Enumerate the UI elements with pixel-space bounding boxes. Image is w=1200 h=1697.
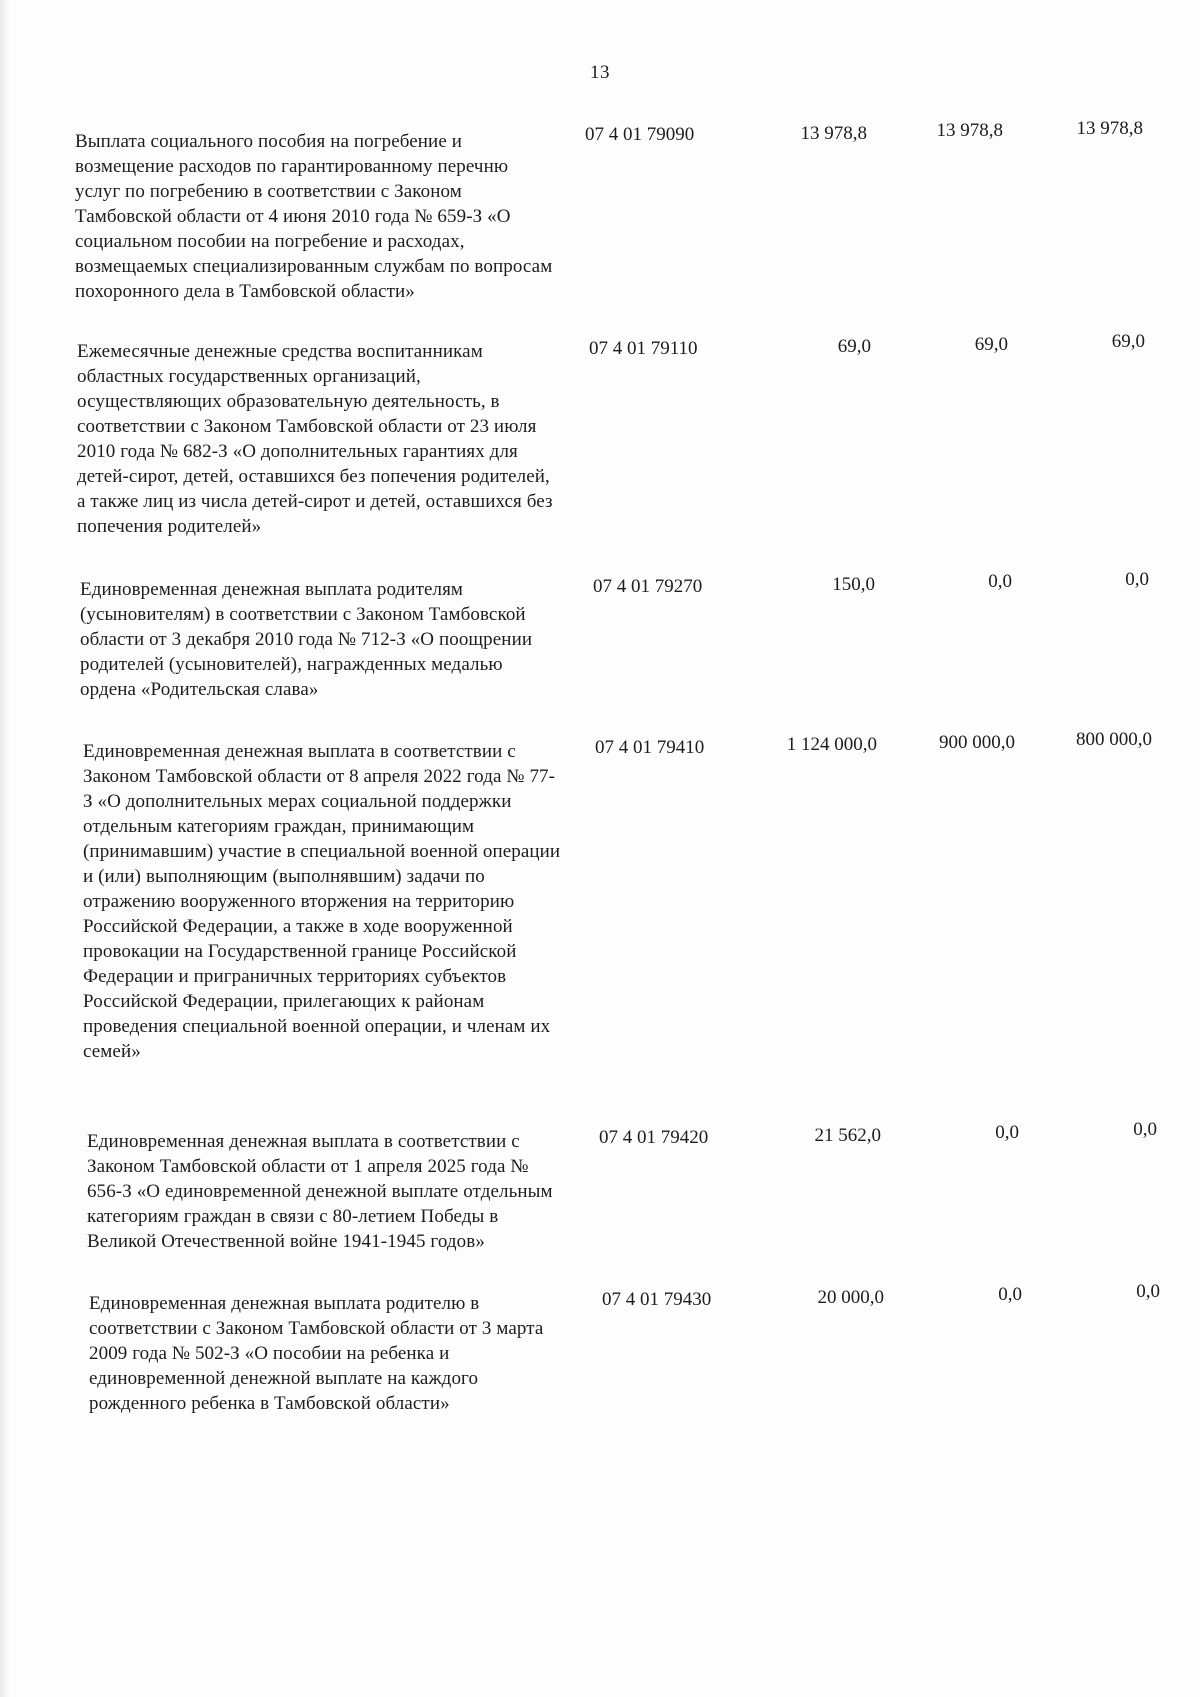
row-description: Ежемесячные денежные средства воспитанникам областных государственных организаций, осуществляющих образовательную деятельность, в соответствии с Законом Тамбовской области от 23 июля 2010 года № 682-З «О дополнительных гарантиях для детей-сирот, детей, оставшихся без попечения родителей, а также лиц из числа детей-сирот и детей, оставшихся без попечения родителей» (77, 341, 553, 537)
row-code: 07 4 01 79410 (595, 737, 705, 758)
row-value-1: 150,0 (832, 574, 875, 595)
row-code: 07 4 01 79430 (602, 1289, 712, 1310)
row-description: Единовременная денежная выплата в соответствии с Законом Тамбовской области от 8 апреля 2022 года № 77-З «О дополнительных мерах социальной поддержки отдельным категориям граждан, принимающим (принимавшим) участие в специальной военной операции и (или) выполняющим (выполнявшим) задачи по отражению вооруженного вторжения на территорию Российской Федерации, а также в ходе вооруженной провокации на Государственной границе Российской Федерации и приграничных территориях субъектов Российской Федерации, прилегающих к районам проведения специальной военной операции, и членам их семей» (83, 741, 561, 1062)
row-value-2: 0,0 (995, 1122, 1019, 1143)
row-value-3: 0,0 (1136, 1281, 1160, 1302)
row-code: 07 4 01 79110 (589, 338, 698, 359)
row-value-3: 0,0 (1133, 1119, 1157, 1140)
row-value-3: 13 978,8 (1076, 118, 1143, 139)
scan-edge-shadow (0, 0, 10, 1697)
row-value-1: 20 000,0 (817, 1287, 884, 1308)
row-code: 07 4 01 79270 (593, 576, 703, 597)
page-number: 13 (590, 62, 610, 83)
row-value-1: 1 124 000,0 (786, 734, 877, 755)
row-value-3: 0,0 (1125, 569, 1149, 590)
row-value-2: 900 000,0 (939, 732, 1015, 753)
row-description: Единовременная денежная выплата родителям (усыновителям) в соответствии с Законом Тамбовской области от 3 декабря 2010 года № 712-З «О поощрении родителей (усыновителей), награжденных медалью ордена «Родительская слава» (80, 579, 533, 700)
row-code: 07 4 01 79420 (599, 1127, 709, 1148)
row-description: Единовременная денежная выплата в соответствии с Законом Тамбовской области от 1 апреля 2025 года № 656-З «О единовременной денежной выплате отдельным категориям граждан в связи с 80-летием Победы в Великой Отечественной войне 1941-1945 годов» (87, 1131, 553, 1252)
row-value-2: 0,0 (998, 1284, 1022, 1305)
row-value-1: 13 978,8 (800, 123, 867, 144)
row-code: 07 4 01 79090 (585, 124, 695, 145)
row-description: Единовременная денежная выплата родителю в соответствии с Законом Тамбовской области от 3 марта 2009 года № 502-З «О пособии на ребенка и единовременной денежной выплате на каждого рожденного ребенка в Тамбовской области» (89, 1293, 544, 1414)
row-value-1: 21 562,0 (814, 1125, 881, 1146)
row-value-2: 69,0 (974, 334, 1008, 355)
row-description: Выплата социального пособия на погребение и возмещение расходов по гарантированному перечню услуг по погребению в соответствии с Законом Тамбовской области от 4 июня 2010 года № 659-З «О социальном пособии на погребение и расходах, возмещаемых специализированным службам по вопросам похоронного дела в Тамбовской области» (75, 131, 553, 302)
row-value-1: 69,0 (837, 336, 871, 357)
row-value-2: 13 978,8 (936, 120, 1003, 141)
row-value-3: 800 000,0 (1076, 729, 1152, 750)
row-value-2: 0,0 (988, 571, 1012, 592)
row-value-3: 69,0 (1111, 331, 1145, 352)
